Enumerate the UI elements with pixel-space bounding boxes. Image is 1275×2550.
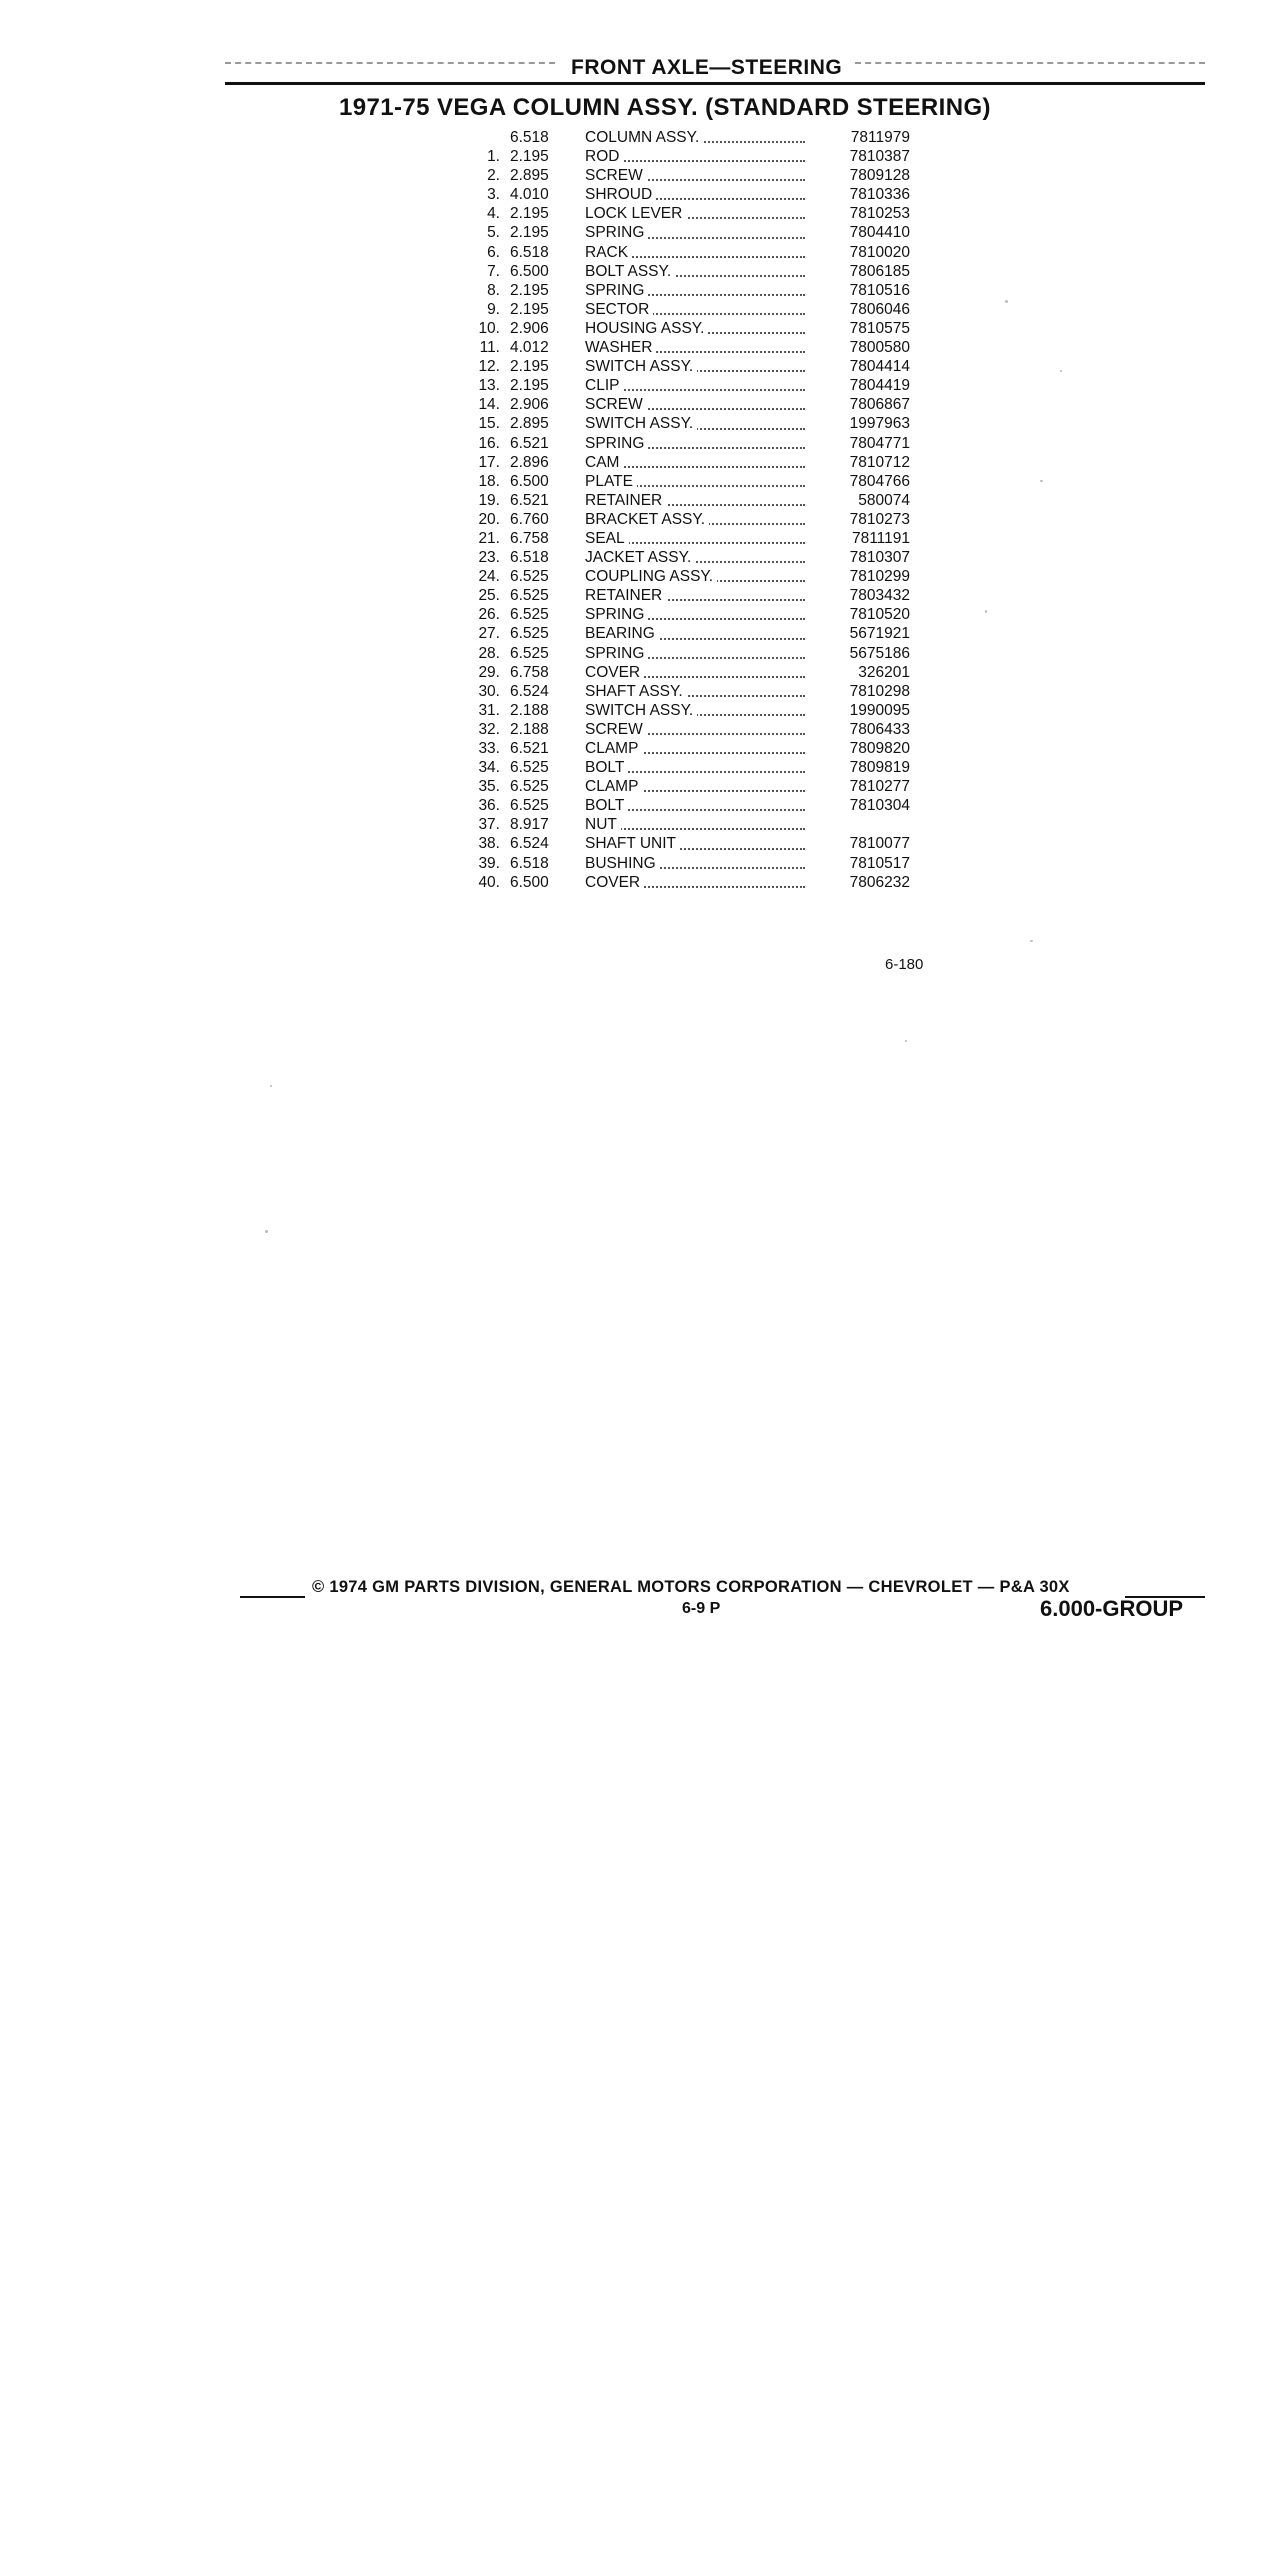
part-description — [585, 834, 805, 853]
part-description-label: SPRING — [585, 435, 648, 452]
part-number: 7806232 — [849, 873, 910, 891]
parts-row — [440, 491, 960, 510]
parts-row — [440, 663, 960, 682]
group-number: 6.525 — [510, 759, 549, 777]
header-rule — [225, 82, 1205, 85]
part-number: 326201 — [858, 663, 910, 681]
part-number: 7810273 — [849, 510, 910, 528]
part-description-label: SHAFT UNIT — [585, 835, 680, 852]
group-number: 6.521 — [510, 740, 549, 757]
parts-row — [440, 834, 960, 853]
part-description-label: SECTOR — [585, 301, 653, 318]
parts-row — [440, 223, 960, 242]
parts-row — [440, 319, 960, 338]
part-description-label: SWITCH ASSY. — [585, 358, 697, 375]
ref-number: 3. — [487, 186, 500, 204]
parts-row — [440, 605, 960, 624]
part-description — [585, 491, 805, 510]
parts-row — [440, 854, 960, 873]
parts-row — [440, 815, 960, 834]
part-number: 5671921 — [849, 625, 910, 643]
part-description — [585, 644, 805, 663]
group-number: 6.518 — [510, 854, 549, 872]
part-description — [585, 338, 805, 357]
part-description — [585, 414, 805, 433]
ref-number: 39. — [478, 854, 500, 872]
part-description-label: BEARING — [585, 625, 659, 642]
scan-speck — [270, 1085, 272, 1087]
part-description — [585, 758, 805, 777]
part-description — [585, 281, 805, 300]
part-number: 580074 — [858, 491, 910, 509]
part-description — [585, 510, 805, 529]
part-description — [585, 319, 805, 338]
part-description — [585, 529, 805, 548]
parts-row — [440, 567, 960, 586]
ref-number: 29. — [478, 663, 500, 681]
part-description-label: ROD — [585, 148, 623, 165]
ref-number: 19. — [478, 491, 500, 509]
part-number: 1990095 — [849, 701, 910, 719]
part-description — [585, 128, 805, 147]
part-description-label: SPRING — [585, 645, 648, 662]
group-number: 6.518 — [510, 549, 549, 567]
part-number: 7810298 — [849, 682, 910, 700]
parts-row — [440, 682, 960, 701]
group-number: 6.500 — [510, 262, 549, 280]
parts-row — [440, 796, 960, 815]
parts-row — [440, 739, 960, 758]
parts-row — [440, 758, 960, 777]
group-number: 6.525 — [510, 606, 549, 624]
group-number: 6.758 — [510, 529, 549, 547]
part-number: 7811979 — [850, 129, 910, 146]
parts-row — [440, 529, 960, 548]
group-number: 6.518 — [510, 129, 549, 146]
section-title: FRONT AXLE—STEERING — [565, 56, 848, 80]
ref-number: 35. — [478, 778, 500, 796]
parts-row — [440, 376, 960, 395]
ref-number: 1. — [487, 148, 500, 166]
part-number: 7806046 — [849, 300, 910, 318]
part-number: 7806867 — [849, 396, 910, 414]
ref-number: 13. — [478, 377, 500, 395]
part-description — [585, 223, 805, 242]
part-description-label: SWITCH ASSY. — [585, 702, 697, 719]
part-description — [585, 300, 805, 319]
ref-number: 11. — [479, 339, 500, 357]
group-number: 4.012 — [510, 339, 549, 357]
ref-number: 7. — [487, 262, 500, 280]
part-description — [585, 682, 805, 701]
part-description-label: JACKET ASSY. — [585, 549, 695, 566]
part-description-label: SWITCH ASSY. — [585, 415, 697, 432]
group-number: 6.524 — [510, 682, 549, 700]
part-description-label: BOLT — [585, 759, 628, 776]
part-number: 7810520 — [849, 606, 910, 624]
group-number: 2.195 — [510, 358, 549, 376]
ref-number: 9. — [487, 300, 500, 318]
part-description — [585, 586, 805, 605]
part-number: 7806433 — [849, 720, 910, 738]
part-description-label: SHROUD — [585, 186, 656, 203]
group-number: 6.525 — [510, 568, 549, 586]
ref-number: 30. — [478, 682, 500, 700]
footer-rule-left — [240, 1596, 305, 1598]
ref-number: 33. — [478, 740, 500, 757]
parts-row — [440, 873, 960, 892]
parts-row — [440, 338, 960, 357]
parts-row — [440, 128, 960, 147]
ref-number: 36. — [478, 797, 500, 815]
group-number: 6.521 — [510, 434, 549, 452]
part-description — [585, 185, 805, 204]
parts-row — [440, 720, 960, 739]
part-number: 7810517 — [849, 854, 910, 872]
part-number: 7809128 — [849, 167, 910, 185]
part-description-label: HOUSING ASSY. — [585, 320, 708, 337]
parts-row — [440, 510, 960, 529]
ref-number: 14. — [478, 396, 500, 414]
ref-number: 2. — [487, 167, 500, 185]
part-description — [585, 873, 805, 892]
parts-row — [440, 357, 960, 376]
part-description — [585, 701, 805, 720]
parts-row — [440, 147, 960, 166]
ref-number: 34. — [478, 759, 500, 777]
part-description — [585, 357, 805, 376]
group-number: 2.895 — [510, 167, 549, 185]
group-number: 2.195 — [510, 300, 549, 318]
ref-number: 23. — [478, 549, 500, 567]
ref-number: 12. — [478, 358, 500, 376]
part-number: 7804410 — [849, 224, 910, 242]
part-description — [585, 548, 805, 567]
part-number: 7804419 — [849, 377, 910, 395]
part-description — [585, 663, 805, 682]
group-number: 2.195 — [510, 205, 549, 223]
part-description-label: SPRING — [585, 282, 648, 299]
part-description-label: SCREW — [585, 167, 647, 184]
part-description-label: WASHER — [585, 339, 656, 356]
parts-row — [440, 204, 960, 223]
part-description-label: SHAFT ASSY. — [585, 683, 687, 700]
ref-number: 4. — [487, 205, 500, 223]
group-number: 2.195 — [510, 377, 549, 395]
group-number: 2.195 — [510, 224, 549, 242]
group-number: 6.518 — [510, 243, 549, 261]
ref-number: 37. — [478, 816, 500, 834]
ref-number: 16. — [478, 434, 500, 452]
group-number: 2.906 — [510, 396, 549, 414]
part-description — [585, 472, 805, 491]
ref-number: 27. — [478, 625, 500, 643]
group-number: 2.895 — [510, 415, 549, 433]
header-dashes-left — [225, 62, 555, 64]
part-number: 7810712 — [849, 453, 910, 471]
footer-copyright: © 1974 GM PARTS DIVISION, GENERAL MOTORS CORPORATION — CHEVROLET — P&A 30X — [312, 1578, 1070, 1596]
part-description-label: CLAMP — [585, 778, 642, 795]
part-description-label: COLUMN ASSY. — [585, 129, 703, 146]
part-description-label: COUPLING ASSY. — [585, 568, 717, 585]
group-number: 2.896 — [510, 453, 549, 471]
parts-row — [440, 166, 960, 185]
part-description — [585, 166, 805, 185]
group-number: 8.917 — [510, 816, 549, 834]
parts-row — [440, 414, 960, 433]
group-number: 6.524 — [510, 835, 549, 853]
part-description — [585, 434, 805, 453]
ref-number: 18. — [478, 472, 500, 490]
scan-speck — [265, 1230, 268, 1233]
part-description-label: SCREW — [585, 721, 647, 738]
part-number: 7810336 — [849, 186, 910, 204]
group-number: 6.525 — [510, 644, 549, 662]
part-description-label: COVER — [585, 874, 644, 891]
footer-code: 6-9 P — [682, 1600, 721, 1617]
group-number: 6.525 — [510, 797, 549, 815]
part-number: 7810077 — [849, 835, 910, 853]
scan-speck — [1040, 480, 1043, 482]
part-number: 7810299 — [849, 568, 910, 586]
part-description-label: SEAL — [585, 530, 629, 547]
part-description — [585, 605, 805, 624]
parts-row — [440, 586, 960, 605]
part-description-label: CLIP — [585, 377, 623, 394]
ref-number: 40. — [478, 873, 500, 891]
part-number: 7804771 — [849, 434, 910, 452]
part-description-label: CLAMP — [585, 740, 642, 757]
ref-number: 17. — [478, 453, 500, 471]
part-description — [585, 243, 805, 262]
scan-speck — [1060, 370, 1062, 372]
parts-row — [440, 453, 960, 472]
parts-row — [440, 262, 960, 281]
part-number: 7810253 — [849, 205, 910, 223]
part-number: 7809819 — [849, 759, 910, 777]
group-number: 4.010 — [510, 186, 549, 204]
part-number: 7810575 — [849, 319, 910, 337]
part-description — [585, 815, 805, 834]
illustration-number: 6-180 — [885, 956, 924, 973]
ref-number: 28. — [478, 644, 500, 662]
parts-row — [440, 185, 960, 204]
part-description — [585, 147, 805, 166]
ref-number: 25. — [478, 587, 500, 605]
part-description — [585, 777, 805, 796]
part-description — [585, 204, 805, 223]
part-description — [585, 262, 805, 281]
part-description-label: PLATE — [585, 473, 637, 490]
part-description-label: BRACKET ASSY. — [585, 511, 709, 528]
ref-number: 8. — [487, 281, 500, 299]
part-number: 7800580 — [849, 339, 910, 357]
ref-number: 26. — [478, 606, 500, 624]
part-description-label: SPRING — [585, 224, 648, 241]
parts-row — [440, 777, 960, 796]
part-number: 7810277 — [849, 778, 910, 796]
ref-number: 10. — [478, 319, 500, 337]
ref-number: 15. — [478, 415, 500, 433]
parts-row — [440, 300, 960, 319]
part-number: 7804766 — [849, 472, 910, 490]
part-description-label: BOLT ASSY. — [585, 263, 675, 280]
header-dashes-right — [855, 62, 1205, 64]
part-description — [585, 376, 805, 395]
part-description — [585, 720, 805, 739]
part-description-label: RACK — [585, 244, 632, 261]
part-number: 7809820 — [849, 740, 910, 757]
part-number: 7810516 — [849, 281, 910, 299]
part-description — [585, 395, 805, 414]
group-number: 2.195 — [510, 148, 549, 166]
ref-number: 5. — [487, 224, 500, 242]
parts-row — [440, 395, 960, 414]
part-number: 7806185 — [849, 262, 910, 280]
part-description-label: COVER — [585, 664, 644, 681]
group-number: 6.525 — [510, 778, 549, 796]
part-description — [585, 739, 805, 758]
page-title: 1971-75 VEGA COLUMN ASSY. (STANDARD STEERING) — [339, 94, 991, 121]
ref-number: 21. — [478, 529, 500, 547]
parts-row — [440, 548, 960, 567]
ref-number: 20. — [478, 510, 500, 528]
parts-list — [440, 128, 960, 892]
group-number: 6.760 — [510, 510, 549, 528]
part-number: 7810304 — [849, 797, 910, 815]
group-number: 6.758 — [510, 663, 549, 681]
part-description-label: RETAINER — [585, 492, 666, 509]
ref-number: 38. — [478, 835, 500, 853]
ref-number: 32. — [478, 720, 500, 738]
scan-speck — [905, 1040, 907, 1042]
part-description-label: BOLT — [585, 797, 628, 814]
footer-group: 6.000-GROUP — [1040, 1596, 1184, 1621]
parts-row — [440, 701, 960, 720]
part-description-label: SCREW — [585, 396, 647, 413]
scan-speck — [1030, 940, 1033, 942]
part-description-label: RETAINER — [585, 587, 666, 604]
ref-number: 24. — [478, 568, 500, 586]
parts-row — [440, 243, 960, 262]
group-number: 2.195 — [510, 281, 549, 299]
part-description-label: SPRING — [585, 606, 648, 623]
part-number: 1997963 — [849, 415, 910, 433]
group-number: 6.525 — [510, 625, 549, 643]
part-description-label: CAM — [585, 454, 623, 471]
part-number: 7810307 — [849, 549, 910, 567]
parts-row — [440, 624, 960, 643]
part-number: 7811191 — [851, 529, 910, 547]
parts-row — [440, 281, 960, 300]
group-number: 2.188 — [510, 701, 549, 719]
group-number: 6.500 — [510, 472, 549, 490]
part-description — [585, 796, 805, 815]
group-number: 6.500 — [510, 873, 549, 891]
part-number: 7810387 — [849, 148, 910, 166]
part-description-label: LOCK LEVER — [585, 205, 686, 222]
parts-row — [440, 472, 960, 491]
part-description — [585, 453, 805, 472]
part-number: 7804414 — [849, 358, 910, 376]
parts-row — [440, 434, 960, 453]
part-number: 7803432 — [849, 587, 910, 605]
part-description — [585, 854, 805, 873]
group-number: 6.521 — [510, 491, 549, 509]
ref-number: 6. — [487, 243, 500, 261]
group-number: 2.906 — [510, 319, 549, 337]
part-description-label: BUSHING — [585, 855, 660, 872]
part-description — [585, 567, 805, 586]
part-description — [585, 624, 805, 643]
part-number: 5675186 — [849, 644, 910, 662]
ref-number: 31. — [478, 701, 500, 719]
part-description-label: NUT — [585, 816, 621, 833]
part-number: 7810020 — [849, 243, 910, 261]
scan-speck — [985, 610, 987, 613]
parts-row — [440, 644, 960, 663]
group-number: 2.188 — [510, 720, 549, 738]
scan-speck — [1005, 300, 1008, 303]
group-number: 6.525 — [510, 587, 549, 605]
